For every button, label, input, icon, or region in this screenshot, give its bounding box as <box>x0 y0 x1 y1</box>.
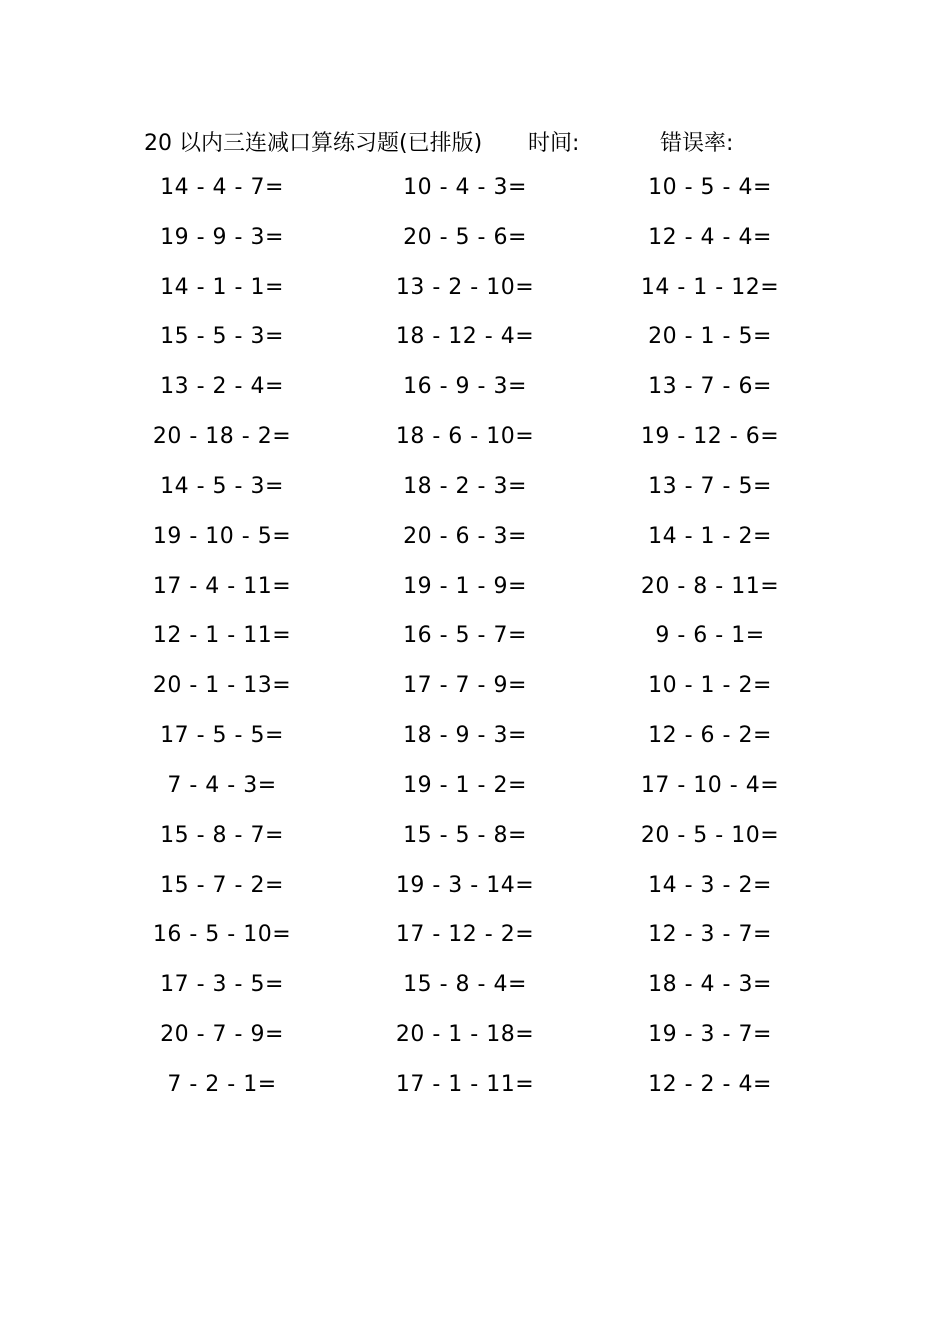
subtraction-problem: 20 - 5 - 10= <box>640 822 780 848</box>
subtraction-problem: 17 - 7 - 9= <box>403 673 527 699</box>
subtraction-problem: 20 - 8 - 11= <box>640 573 780 599</box>
problem-grid <box>0 170 950 1117</box>
subtraction-problem: 20 - 7 - 9= <box>160 1022 284 1048</box>
subtraction-problem: 7 - 2 - 1= <box>167 1071 277 1097</box>
time-label: 时间: <box>528 131 580 156</box>
subtraction-problem: 18 - 12 - 4= <box>395 324 535 350</box>
subtraction-problem: 13 - 2 - 4= <box>160 374 284 400</box>
subtraction-problem: 18 - 4 - 3= <box>648 972 772 998</box>
subtraction-problem: 13 - 2 - 10= <box>395 274 535 300</box>
subtraction-problem: 17 - 3 - 5= <box>160 972 284 998</box>
subtraction-problem: 12 - 6 - 2= <box>648 723 772 749</box>
subtraction-problem: 17 - 10 - 4= <box>640 772 780 798</box>
subtraction-problem: 10 - 1 - 2= <box>648 673 772 699</box>
worksheet-header <box>0 126 950 158</box>
subtraction-problem: 12 - 2 - 4= <box>648 1071 772 1097</box>
problem-row <box>0 419 950 469</box>
subtraction-problem: 12 - 4 - 4= <box>648 224 772 250</box>
subtraction-problem: 19 - 9 - 3= <box>160 224 284 250</box>
subtraction-problem: 15 - 5 - 3= <box>160 324 284 350</box>
subtraction-problem: 14 - 1 - 2= <box>648 523 772 549</box>
subtraction-problem: 15 - 5 - 8= <box>403 822 527 848</box>
subtraction-problem: 14 - 4 - 7= <box>160 175 284 200</box>
subtraction-problem: 14 - 3 - 2= <box>648 872 772 898</box>
subtraction-problem: 19 - 12 - 6= <box>640 424 780 450</box>
problem-row <box>0 369 950 419</box>
problem-row <box>0 569 950 619</box>
subtraction-problem: 14 - 5 - 3= <box>160 473 284 499</box>
subtraction-problem: 17 - 4 - 11= <box>152 573 292 599</box>
subtraction-problem: 15 - 7 - 2= <box>160 872 284 898</box>
subtraction-problem: 16 - 5 - 10= <box>152 922 292 948</box>
subtraction-problem: 19 - 3 - 14= <box>395 872 535 898</box>
subtraction-problem: 10 - 4 - 3= <box>403 175 527 200</box>
subtraction-problem: 18 - 9 - 3= <box>403 723 527 749</box>
subtraction-problem: 16 - 5 - 7= <box>403 623 527 649</box>
problem-row <box>0 270 950 320</box>
subtraction-problem: 20 - 6 - 3= <box>403 523 527 549</box>
problem-row <box>0 170 950 220</box>
problem-row <box>0 718 950 768</box>
subtraction-problem: 20 - 18 - 2= <box>152 424 292 450</box>
problem-row <box>0 917 950 967</box>
subtraction-problem: 13 - 7 - 6= <box>648 374 772 400</box>
subtraction-problem: 18 - 2 - 3= <box>403 473 527 499</box>
problem-row <box>0 618 950 668</box>
subtraction-problem: 7 - 4 - 3= <box>167 772 277 798</box>
subtraction-problem: 12 - 3 - 7= <box>648 922 772 948</box>
subtraction-problem: 19 - 3 - 7= <box>648 1022 772 1048</box>
problem-row <box>0 519 950 569</box>
subtraction-problem: 17 - 12 - 2= <box>395 922 535 948</box>
subtraction-problem: 14 - 1 - 12= <box>640 274 780 300</box>
subtraction-problem: 16 - 9 - 3= <box>403 374 527 400</box>
problem-row <box>0 768 950 818</box>
subtraction-problem: 20 - 1 - 5= <box>648 324 772 350</box>
problem-row <box>0 319 950 369</box>
problem-row <box>0 818 950 868</box>
error-rate-label: 错误率: <box>660 131 734 156</box>
problem-row <box>0 220 950 270</box>
subtraction-problem: 10 - 5 - 4= <box>648 175 772 200</box>
subtraction-problem: 17 - 1 - 11= <box>395 1071 535 1097</box>
subtraction-problem: 20 - 5 - 6= <box>403 224 527 250</box>
problem-row <box>0 1067 950 1117</box>
subtraction-problem: 15 - 8 - 4= <box>403 972 527 998</box>
subtraction-problem: 20 - 1 - 18= <box>395 1022 535 1048</box>
subtraction-problem: 20 - 1 - 13= <box>152 673 292 699</box>
subtraction-problem: 15 - 8 - 7= <box>160 822 284 848</box>
subtraction-problem: 14 - 1 - 1= <box>160 274 284 300</box>
subtraction-problem: 19 - 1 - 9= <box>403 573 527 599</box>
subtraction-problem: 19 - 1 - 2= <box>403 772 527 798</box>
problem-row <box>0 469 950 519</box>
worksheet-title: 20 以内三连减口算练习题(已排版) <box>144 131 483 156</box>
subtraction-problem: 18 - 6 - 10= <box>395 424 535 450</box>
subtraction-problem: 9 - 6 - 1= <box>655 623 765 649</box>
subtraction-problem: 13 - 7 - 5= <box>648 473 772 499</box>
problem-row <box>0 668 950 718</box>
subtraction-problem: 12 - 1 - 11= <box>152 623 292 649</box>
problem-row <box>0 868 950 918</box>
problem-row <box>0 967 950 1017</box>
problem-row <box>0 1017 950 1067</box>
subtraction-problem: 17 - 5 - 5= <box>160 723 284 749</box>
subtraction-problem: 19 - 10 - 5= <box>152 523 292 549</box>
